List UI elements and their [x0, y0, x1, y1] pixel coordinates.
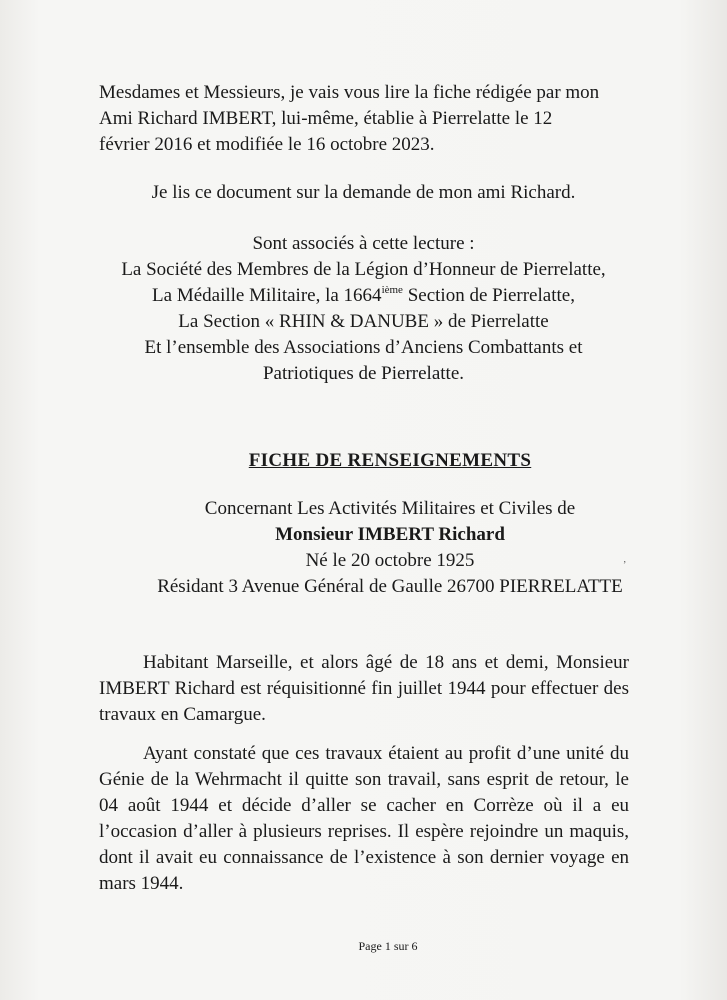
- stray-mark: ʼ: [623, 560, 627, 571]
- subject-block: [0, 496, 727, 600]
- association-line: Patriotiques de Pierrelatte.: [262, 363, 465, 384]
- intro-paragraph: [99, 80, 629, 158]
- association-line: [60, 283, 667, 309]
- intro-line: Mesdames et Messieurs, je vais vous lire la fiche rédigée par mon: [99, 82, 600, 103]
- subject-intro: Concernant Les Activités Militaires et Civiles de: [204, 498, 576, 519]
- page-number: Page 1 sur 6: [358, 939, 418, 953]
- ordinal-superscript: ième: [381, 284, 403, 296]
- subject-name: Monsieur IMBERT Richard: [275, 524, 505, 545]
- lead-sentence: Je lis ce document sur la demande de mon ami Richard.: [151, 182, 576, 203]
- section-heading: FICHE DE RENSEIGNEMENTS: [248, 450, 532, 471]
- body-paragraph: Habitant Marseille, et alors âgé de 18 ans et demi, Monsieur IMBERT Richard est réquisitionné fin juillet 1944 pour effectuer des travaux en Camargue.: [99, 652, 629, 725]
- intro-line: Ami Richard IMBERT, lui-même, établie à Pierrelatte le 12: [99, 108, 553, 129]
- subject-address: Résidant 3 Avenue Général de Gaulle 26700 PIERRELATTE: [157, 576, 623, 597]
- subject-birth: Né le 20 octobre 1925: [305, 550, 475, 571]
- association-line: La Section « RHIN & DANUBE » de Pierrelatte: [178, 311, 549, 332]
- association-line: Et l’ensemble des Associations d’Anciens Combattants et: [144, 337, 583, 358]
- intro-line: février 2016 et modifiée le 16 octobre 2023.: [99, 134, 435, 155]
- body-paragraph: Ayant constaté que ces travaux étaient au profit d’une unité du Génie de la Wehrmacht il quitte son travail, sans esprit de retour, le 04 août 1944 et décide d’aller se cacher en Corrèze où il a eu l’occasion d’aller à plusieurs reprises. Il espère rejoindre un maquis, dont il avait eu connaissance de l’existence à son dernier voyage en mars 1944.: [99, 743, 629, 894]
- association-line-text: Section de Pierrelatte,: [402, 285, 575, 306]
- association-line: La Société des Membres de la Légion d’Honneur de Pierrelatte,: [121, 259, 606, 280]
- associations-title: Sont associés à cette lecture :: [252, 233, 475, 254]
- association-line-text: La Médaille Militaire, la 1664: [152, 285, 382, 306]
- associations-block: [60, 231, 667, 387]
